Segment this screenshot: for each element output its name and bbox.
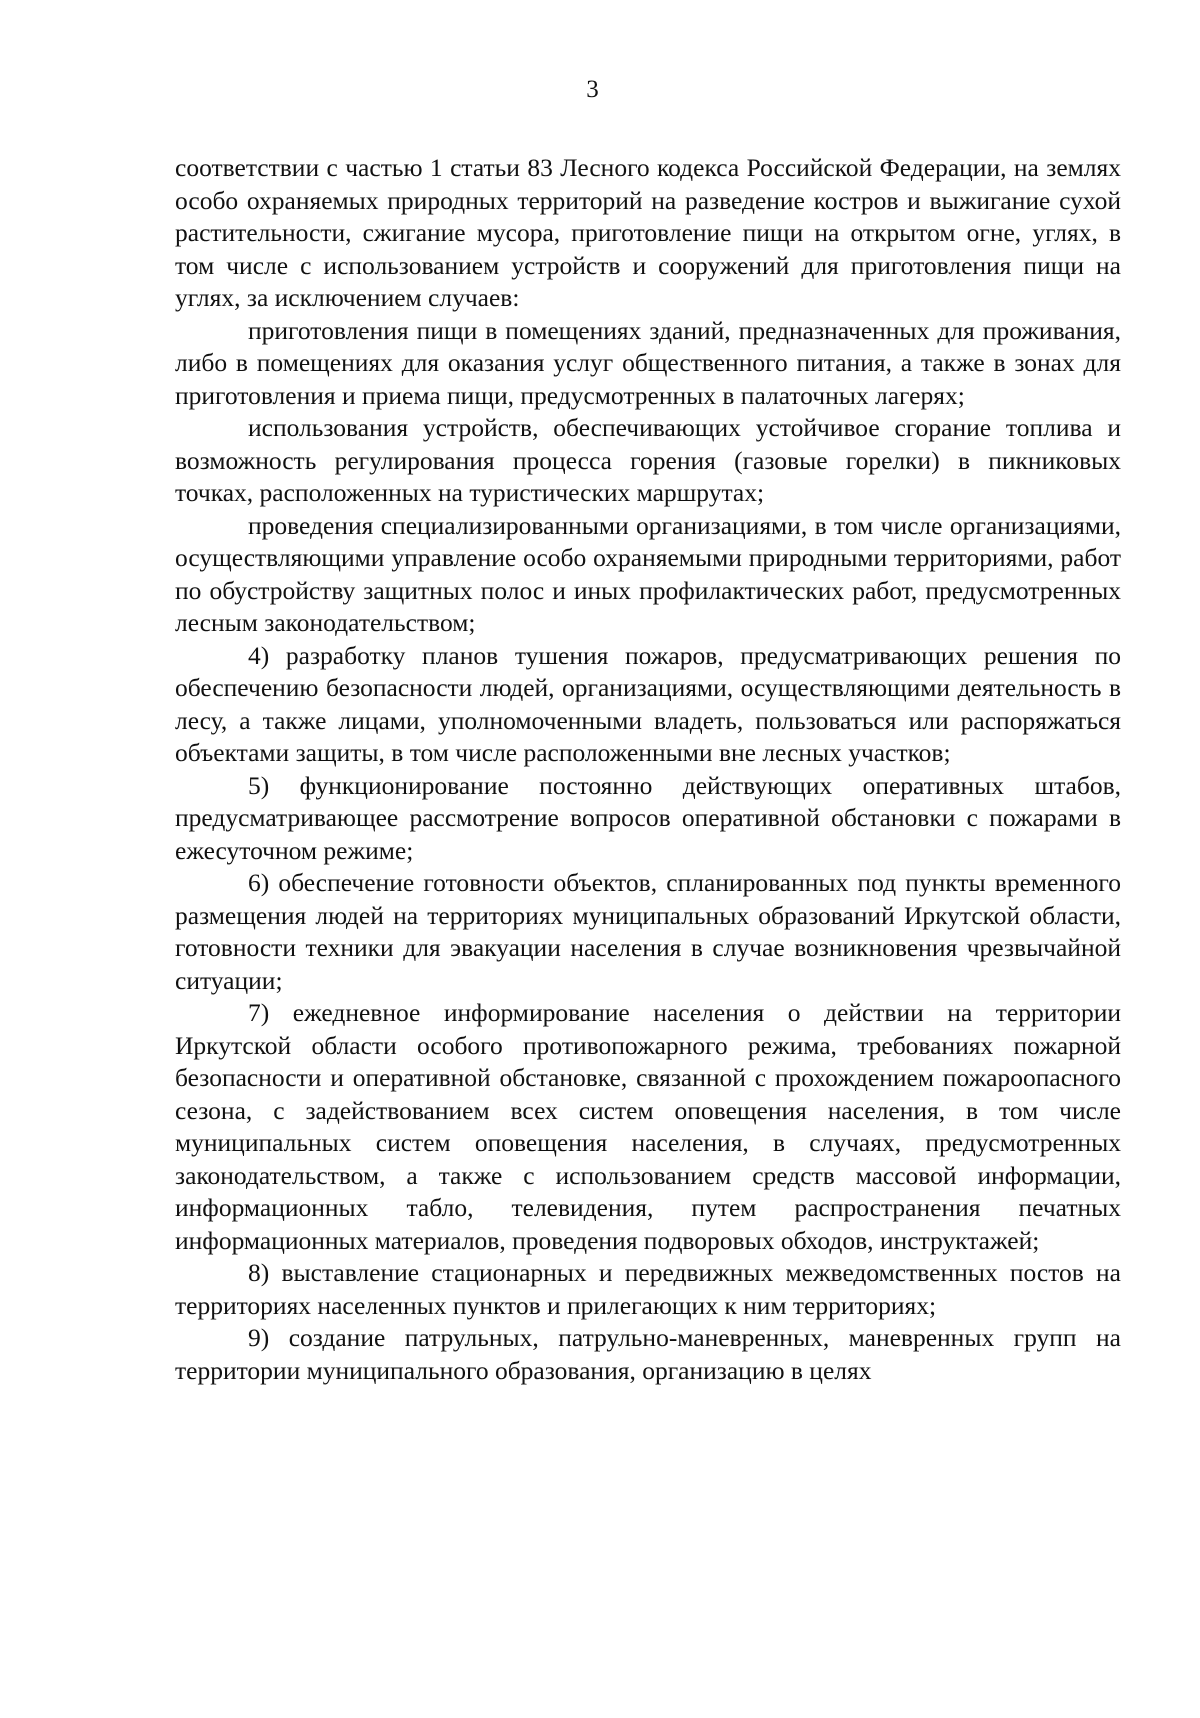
document-body: [175, 152, 1121, 1387]
paragraph-exception-gas-burners: использования устройств, обеспечивающих устойчивое сгорание топлива и возможность регулирования процесса горения (газовые горелки) в пикниковых точках, расположенных на туристических маршрутах;: [175, 413, 1121, 507]
paragraph-item-4: 4) разработку планов тушения пожаров, предусматривающих решения по обеспечению безопасности людей, организациями, осуществляющими деятельность в лесу, а также лицами, уполномоченными владеть, пользоваться или распоряжаться объектами защиты, в том числе расположенными вне лесных участков;: [175, 640, 1121, 767]
paragraph-item-8: 8) выставление стационарных и передвижных межведомственных постов на территориях населенных пунктов и прилегающих к ним территориях;: [175, 1258, 1121, 1320]
paragraph-item-5: 5) функционирование постоянно действующих оперативных штабов, предусматривающее рассмотрение вопросов оперативной обстановки с пожарами в ежесуточном режиме;: [175, 770, 1121, 865]
paragraph-exception-protective-strips: проведения специализированными организациями, в том числе организациями, осуществляющими управление особо охраняемыми природными территориями, работ по обустройству защитных полос и иных профилактических работ, предусмотренных лесным законодательством;: [175, 510, 1121, 637]
paragraph-item-7: 7) ежедневное информирование населения о действии на территории Иркутской области особого противопожарного режима, требованиях пожарной безопасности и оперативной обстановке, связанной с прохождением пожароопасного сезона, с задействованием всех систем оповещения населения, в том числе муниципальных систем оповещения населения, в случаях, предусмотренных законодательством, а также с использованием средств массовой информации, информационных табло, телевидения, путем распространения печатных информационных материалов, проведения подворовых обходов, инструктажей;: [175, 998, 1121, 1255]
paragraph-continuation: соответствии с частью 1 статьи 83 Лесного кодекса Российской Федерации, на землях особо охраняемых природных территорий на разведение костров и выжигание сухой растительности, сжигание мусора, приготовление пищи на открытом огне, углях, в том числе с использованием устройств и сооружений для приготовления пищи на углях, за исключением случаев:: [175, 153, 1121, 312]
paragraph-item-6: 6) обеспечение готовности объектов, спланированных под пункты временного размещения людей на территориях муниципальных образований Иркутской области, готовности техники для эвакуации населения в случае возникновения чрезвычайной ситуации;: [175, 868, 1121, 995]
page-number: 3: [586, 76, 599, 103]
paragraph-exception-catering: приготовления пищи в помещениях зданий, предназначенных для проживания, либо в помещениях для оказания услуг общественного питания, а также в зонах для приготовления и приема пищи, предусмотренных в палаточных лагерях;: [175, 315, 1121, 410]
paragraph-item-9: 9) создание патрульных, патрульно-маневренных, маневренных групп на территории муниципального образования, организацию в целях: [175, 1323, 1121, 1385]
